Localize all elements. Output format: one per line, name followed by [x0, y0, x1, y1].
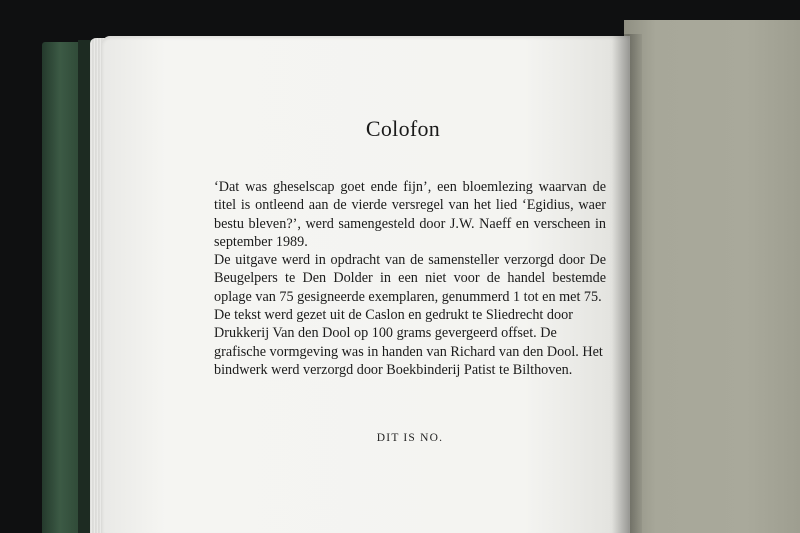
colofon-text: [214, 178, 606, 379]
colofon-paragraph: De uitgave werd in opdracht van de samensteller verzorgd door De Beugelpers te Den Dolder in een niet voor de handel bestemde oplage van 75 gesigneerde exemplaren, genummerd 1 tot en met 75.: [214, 252, 606, 305]
copy-number-label: DIT IS NO.: [376, 432, 444, 444]
colofon-paragraph: ‘Dat was gheselscap goet ende fijn’, een bloemlezing waarvan de titel is ontleend aan de vierde versregel van het lied ‘Egidius, waer bestu bleven?’, werd samengesteld door J.W. Naeff en verscheen in september 1989.: [214, 179, 606, 250]
page-title: Colofon: [365, 116, 441, 141]
colofon-paragraph: De tekst werd gezet uit de Caslon en gedrukt te Sliedrecht door Drukkerij Van den Dool op 100 grams gevergeerd offset. De grafische vormgeving was in handen van Richard van den Dool. Het bindwerk werd verzorgd door Boekbinderij Patist te Bilthoven.: [214, 307, 603, 378]
endpaper: [624, 20, 800, 533]
book-gutter: [612, 34, 642, 533]
